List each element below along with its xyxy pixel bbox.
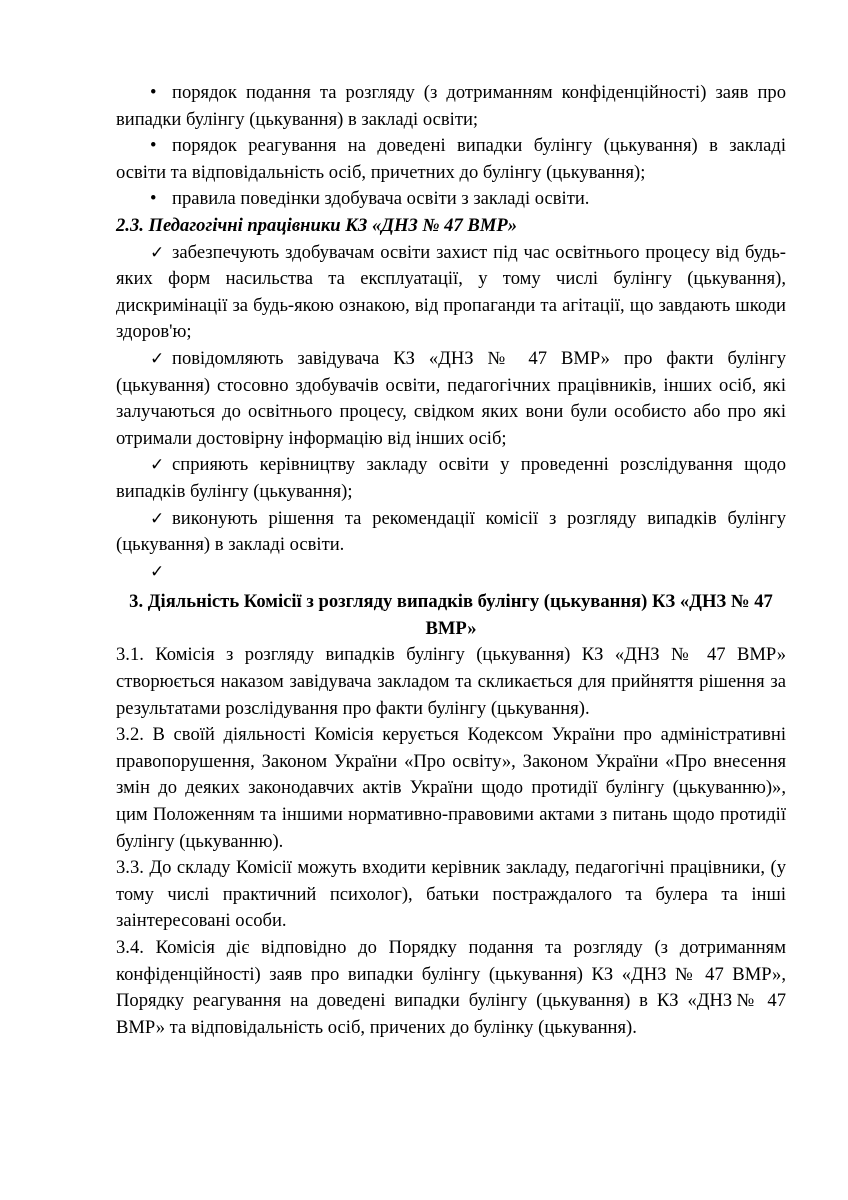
check-text-2: повідомляють завідувача КЗ «ДНЗ № 47 ВМР» про факти булінгу (цькування) стосовно здобувачів освіти, педагогічних працівників, інших осіб, які залучаються до освітнього процесу, свідком яких вони були особисто або про які отримали достовірну інформацію від інших осіб; [116, 347, 786, 449]
list-item-check-3 [116, 452, 786, 505]
list-item-bullet-2 [116, 133, 786, 186]
paragraph-3-3: 3.3. До складу Комісії можуть входити керівник закладу, педагогічні працівники, (у тому числі практичний психолог), батьки постраждалого та булера та інші заінтересовані особи. [116, 857, 786, 932]
bullet-text-3: правила поведінки здобувача освіти з закладі освіти. [172, 188, 590, 210]
bullet-icon: • [150, 82, 157, 103]
list-item-bullet-3 [116, 186, 786, 213]
paragraph-3-4: 3.4. Комісія діє відповідно до Порядку подання та розгляду (з дотриманням конфіденційності) заяв про випадки булінгу (цькування) КЗ «ДНЗ № 47 ВМР», Порядку реагування на доведені випадки булінгу (цькування) в КЗ «ДНЗ№ 47 ВМР» та відповідальність осіб, причених до булінку (цькування). [116, 937, 786, 1038]
document-page [116, 80, 786, 1041]
checkmark-icon: ✓ [150, 508, 165, 529]
bullet-icon: • [150, 135, 157, 157]
bullet-text-1: порядок подання та розгляду (з дотриманням конфіденційності) заяв про випадки булінгу (цькування) в закладі освіти; [116, 82, 786, 130]
check-text-4: виконують рішення та рекомендації комісії з розгляду випадків булінгу (цькування) в закладі освіти. [116, 507, 786, 556]
list-item-check-1 [116, 240, 786, 346]
list-item-check-empty [116, 559, 786, 586]
checkmark-icon: ✓ [150, 348, 165, 369]
section-title: 3. Діяльність Комісії з розгляду випадків булінгу (цькування) КЗ «ДНЗ № 47 ВМР» [129, 591, 773, 639]
check-text-3: сприяють керівництву закладу освіти у проведенні розслідування щодо випадків булінгу (цькування); [116, 454, 786, 502]
list-item-check-2 [116, 346, 786, 452]
list-item-bullet-1 [116, 80, 786, 133]
checkmark-icon: ✓ [150, 455, 165, 476]
paragraph-3-1: 3.1. Комісія з розгляду випадків булінгу (цькування) КЗ «ДНЗ № 47 ВМР» створюється наказом завідувача закладом та скликається для прийняття рішення за результатами розслідування про факти булінгу (цькування). [116, 644, 786, 719]
bullet-icon: • [150, 188, 157, 210]
check-text-1: забезпечують здобувачам освіти захист під час освітнього процесу від будь-яких форм насильства та експлуатації, у тому числі булінгу (цькування), дискримінації за будь-якою ознакою, від пропаганди та агітації, що завдають шкоди здоров'ю; [116, 241, 786, 343]
subheading-pedagogical-staff: 2.3. Педагогічні працівники КЗ «ДНЗ № 47 ВМР» [116, 214, 518, 236]
checkmark-icon: ✓ [150, 561, 165, 582]
bullet-text-2: порядок реагування на доведені випадки булінгу (цькування) в закладі освіти та відповідальність осіб, причетних до булінгу (цькування); [116, 135, 786, 183]
checkmark-icon: ✓ [150, 242, 165, 263]
paragraph-3-2: 3.2. В своїй діяльності Комісія керується Кодексом України про адміністративні правопорушення, Законом України «Про освіту», Законом України «Про внесення змін до деяких законодавчих актів України щодо протидії булінгу (цькуванню)», цим Положенням та іншими нормативно-правовими актами з питань щодо протидії булінгу (цькуванню). [116, 724, 786, 852]
list-item-check-4 [116, 506, 786, 559]
